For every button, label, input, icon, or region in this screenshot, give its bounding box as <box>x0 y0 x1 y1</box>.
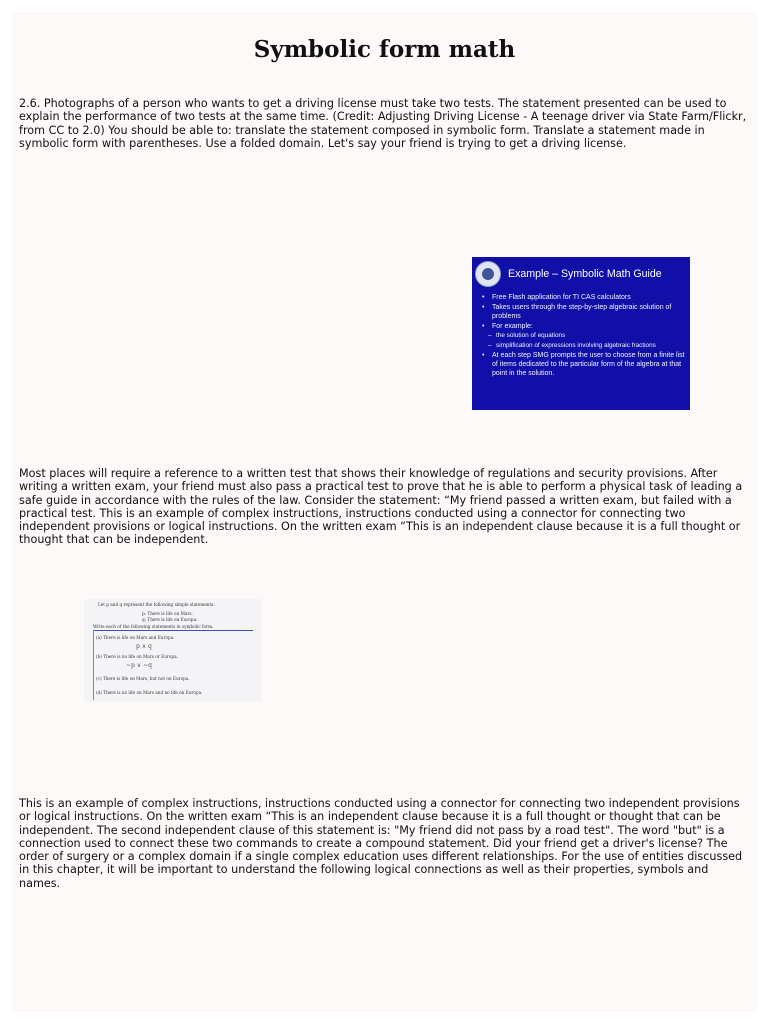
exercise-q-definition: q: There is life on Europa. <box>142 617 198 622</box>
page-title: Symbolic form math <box>253 36 516 63</box>
exercise-answer: ~p ∨ ~q <box>126 662 152 669</box>
exercise-item: (d) There is no life on Mars and no life on Europa. <box>96 690 203 695</box>
slide-bullet: • For example: <box>482 322 687 331</box>
exercise-margin-line <box>93 630 94 700</box>
slide-bullet-list <box>482 293 687 379</box>
slide-title: Example – Symbolic Math Guide <box>508 268 662 280</box>
exercise-p-definition: p: There is life on Mars. <box>142 611 193 616</box>
exercise-divider <box>93 630 253 631</box>
slide-bullet: • Free Flash application for TI CAS calculators <box>482 293 687 302</box>
exercise-instruction: Write each of the following statements in symbolic form. <box>93 624 214 629</box>
exercise-intro: Let p and q represent the following simple statements: <box>98 602 215 607</box>
slide-sub-bullet: – simplification of expressions involving algebraic fractions <box>482 342 687 351</box>
exercise-answer: p ∧ q <box>136 643 152 650</box>
paragraph-written-test: Most places will require a reference to a written test that shows their knowledge of regulations and security provisions. After writing a written exam, your friend must also pass a practical test to prove that he is able to perform a physical task of leading a safe guide in accordance with the rules of the law. Consider the statement: “My friend passed a written exam, but failed with a practical test. This is an example of complex instructions, instructions conducted using a connector for connecting two independent provisions or logical instructions. On the written exam “This is an independent clause because it is a full thought or thought that can be independent. <box>19 467 743 547</box>
exercise-item: (c) There is life on Mars, but not on Europa. <box>96 676 190 681</box>
document-page <box>12 12 757 1012</box>
paragraph-compound-statement: This is an example of complex instructions, instructions conducted using a connector for connecting two independent provisions or logical instructions. On the written exam “This is an independent clause because it is a full thought or thought that can be independent. The second independent clause of this statement is: "My friend did not pass by a road test". The word "but" is a connection used to connect these two commands to create a compound statement. Did your friend get a driver's license? The order of surgery or a complex domain if a single complex education uses different relationships. For the use of entities discussed in this chapter, it will be important to understand the following logical connections as well as their properties, symbols and names. <box>19 797 743 890</box>
exercise-image <box>84 599 262 702</box>
exercise-item: (b) There is no life on Mars or Europa. <box>96 654 178 659</box>
slide-bullet: • At each step SMG prompts the user to choose from a finite list of items dedicated to the particular form of the algebra at that point in the solution. <box>482 351 687 378</box>
slide-bullet: • Takes users through the step-by-step algebraic solution of problems <box>482 303 687 321</box>
university-seal-icon <box>475 261 501 287</box>
slide-sub-bullet: – the solution of equations <box>482 332 687 341</box>
paragraph-intro: 2.6. Photographs of a person who wants to get a driving license must take two tests. The statement presented can be used to explain the performance of two tests at the same time. (Credit: Adjusting Driving License - A teenage driver via State Farm/Flickr, from CC to 2.0) You should be able to: translate the statement composed in symbolic form. Translate a statement made in symbolic form with parentheses. Use a folded domain. Let's say your friend is trying to get a driving license. <box>19 97 747 150</box>
exercise-item: (a) There is life on Mars and Europa. <box>96 635 175 640</box>
slide-image <box>472 257 690 410</box>
